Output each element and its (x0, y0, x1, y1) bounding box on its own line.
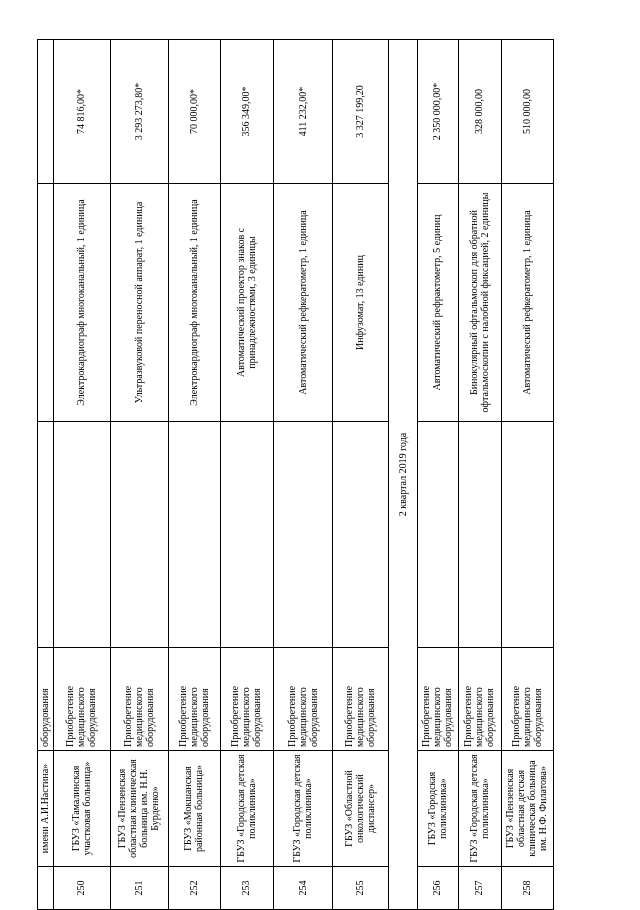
table-row (333, 40, 389, 910)
cell-org: ГБУЗ «Городская детская поликлиника» (220, 751, 273, 867)
rotated-table-page (37, 40, 554, 910)
cell-sum: 356 349,00* (220, 40, 273, 184)
cell-org: ГБУЗ «Городская детская поликлиника» (274, 751, 333, 867)
cell-num: 252 (168, 867, 220, 910)
cell-equipment: Автоматический проектор знаков с принадлежностями, 3 единицы (220, 184, 273, 422)
cell-event: оборудования (38, 648, 54, 751)
section-row (389, 40, 418, 910)
table-row (501, 40, 553, 910)
table-row (110, 40, 168, 910)
cell-org: ГБУЗ «Тамалинская участковая больница» (54, 751, 110, 867)
cell-sum (38, 40, 54, 184)
cell-org: имени А.И.Настина» (38, 751, 54, 867)
cell-event: Приобретение медицинского оборудования (333, 648, 389, 751)
section-label: 2 квартал 2019 года (389, 40, 418, 910)
cell-org: ГБУЗ «Областной онкологический диспансер» (333, 751, 389, 867)
cell-num: 256 (418, 867, 459, 910)
cell-num: 251 (110, 867, 168, 910)
cell-blank (110, 422, 168, 648)
cell-event: Приобретение медицинского оборудования (54, 648, 110, 751)
cell-equipment: Бинокулярный офтальмоскоп для обратной офтальмоскопии с налобной фиксацией, 2 единицы (458, 184, 501, 422)
cell-org: ГБУЗ «Пензенская областная детская клиническая больница им. Н.Ф. Филатова» (501, 751, 553, 867)
cell-equipment: Электрокардиограф многоканальный, 1 единица (168, 184, 220, 422)
cell-event: Приобретение медицинского оборудования (220, 648, 273, 751)
cell-org: ГБУЗ «Мокшанская районная больница» (168, 751, 220, 867)
table-row (458, 40, 501, 910)
table-row (168, 40, 220, 910)
cell-num: 258 (501, 867, 553, 910)
cell-equipment: Электрокардиограф многоканальный, 1 единица (54, 184, 110, 422)
cell-num: 255 (333, 867, 389, 910)
cell-event: Приобретение медицинского оборудования (274, 648, 333, 751)
cell-equipment: Автоматический рефкератометр, 1 единица (501, 184, 553, 422)
cell-sum: 3 327 199,20 (333, 40, 389, 184)
cell-event: Приобретение медицинского оборудования (458, 648, 501, 751)
cell-num (38, 867, 54, 910)
cell-equipment: Автоматический рефрактометр, 5 единиц (418, 184, 459, 422)
cell-blank (333, 422, 389, 648)
cell-blank (54, 422, 110, 648)
cell-blank (168, 422, 220, 648)
cell-equipment: Ультразвуковой переносной аппарат, 1 единица (110, 184, 168, 422)
cell-sum: 70 000,00* (168, 40, 220, 184)
table-row (54, 40, 110, 910)
cell-blank (418, 422, 459, 648)
cell-blank (274, 422, 333, 648)
cell-sum: 74 816,00* (54, 40, 110, 184)
equipment-table (37, 39, 554, 910)
cell-num: 257 (458, 867, 501, 910)
cell-blank (38, 422, 54, 648)
cell-sum: 411 232,00* (274, 40, 333, 184)
cell-org: ГБУЗ «Городская поликлиника» (418, 751, 459, 867)
cell-sum: 3 293 273,80* (110, 40, 168, 184)
table-body (38, 40, 554, 910)
cell-equipment (38, 184, 54, 422)
cell-equipment: Инфузомат, 13 единиц (333, 184, 389, 422)
cell-num: 253 (220, 867, 273, 910)
cell-sum: 510 000,00 (501, 40, 553, 184)
cell-sum: 328 000,00 (458, 40, 501, 184)
cell-sum: 2 350 000,00* (418, 40, 459, 184)
cell-num: 254 (274, 867, 333, 910)
cell-equipment: Автоматический рефкератометр, 1 единица (274, 184, 333, 422)
continuation-row (38, 40, 54, 910)
cell-event: Приобретение медицинского оборудования (110, 648, 168, 751)
table-row (220, 40, 273, 910)
cell-event: Приобретение медицинского оборудования (168, 648, 220, 751)
table-row (418, 40, 459, 910)
cell-blank (220, 422, 273, 648)
cell-event: Приобретение медицинского оборудования (501, 648, 553, 751)
cell-blank (501, 422, 553, 648)
cell-org: ГБУЗ «Городская детская поликлиника» (458, 751, 501, 867)
cell-org: ГБУЗ «Пензенская областная клиническая больница им. Н.Н. Бурденко» (110, 751, 168, 867)
cell-blank (458, 422, 501, 648)
cell-event: Приобретение медицинского оборудования (418, 648, 459, 751)
table-row (274, 40, 333, 910)
cell-num: 250 (54, 867, 110, 910)
